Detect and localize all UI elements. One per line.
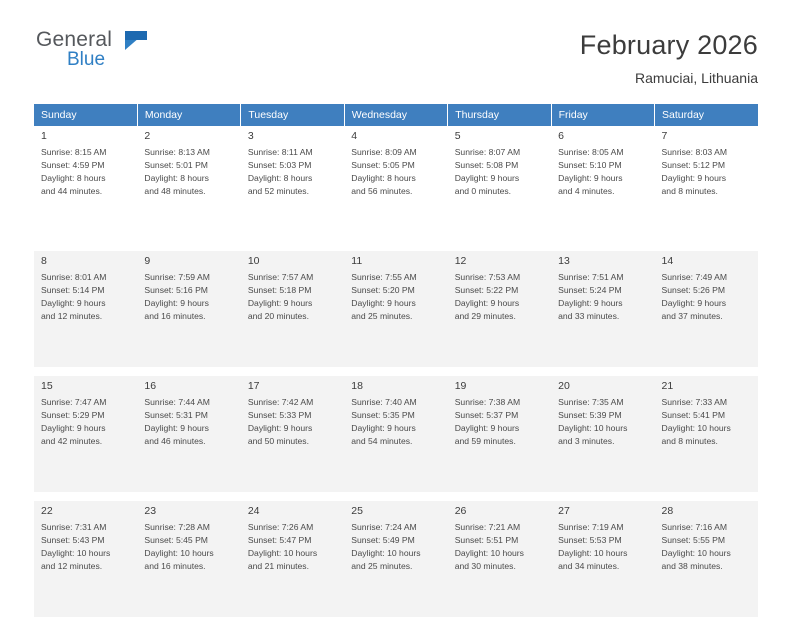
daylight-text-1: Daylight: 8 hours: [41, 173, 106, 184]
daylight-text-2: and 12 minutes.: [41, 311, 103, 322]
day-cell[interactable]: [655, 376, 758, 493]
sunset-text: Sunset: 5:01 PM: [144, 160, 208, 171]
sunrise-text: Sunrise: 7:16 AM: [661, 522, 727, 532]
page-title: February 2026: [579, 30, 758, 60]
day-info: [351, 271, 441, 323]
day-number: 21: [661, 380, 674, 392]
sunset-text: Sunset: 5:24 PM: [558, 285, 622, 296]
day-number: 19: [454, 380, 467, 392]
day-number: 12: [454, 255, 467, 267]
day-cell[interactable]: [137, 501, 240, 618]
day-number: 2: [144, 130, 151, 142]
day-cell[interactable]: [551, 126, 654, 243]
day-cell[interactable]: [448, 126, 551, 243]
sunset-text: Sunset: 5:33 PM: [247, 410, 312, 421]
day-number: 14: [661, 255, 674, 267]
calendar-week-row: [34, 501, 758, 618]
day-number: 23: [144, 505, 157, 517]
sunrise-text: Sunrise: 7:51 AM: [558, 272, 624, 282]
day-info: [662, 396, 752, 448]
day-info: [455, 146, 545, 198]
sunset-text: Sunset: 5:18 PM: [247, 285, 312, 296]
week-spacer: [34, 493, 758, 502]
sunset-text: Sunset: 5:03 PM: [247, 160, 312, 171]
day-info: [41, 521, 131, 573]
day-number: 16: [144, 380, 157, 392]
weekday-header-friday: Friday: [551, 104, 654, 126]
daylight-text-2: and 59 minutes.: [454, 436, 516, 447]
day-cell[interactable]: [551, 376, 654, 493]
title-block: [580, 28, 758, 86]
day-number: 18: [351, 380, 363, 392]
day-info: [662, 146, 752, 198]
day-number: 20: [558, 380, 570, 392]
weekday-header-tuesday: Tuesday: [241, 104, 344, 126]
sunset-text: Sunset: 5:37 PM: [454, 410, 519, 421]
day-cell[interactable]: [448, 376, 551, 493]
daylight-text-2: and 20 minutes.: [247, 311, 309, 322]
sunrise-text: Sunrise: 8:03 AM: [661, 147, 727, 157]
day-cell[interactable]: [34, 501, 137, 618]
sunrise-text: Sunrise: 7:55 AM: [351, 272, 417, 282]
sunrise-text: Sunrise: 8:09 AM: [351, 147, 417, 157]
day-number: 6: [558, 130, 564, 142]
sunrise-text: Sunrise: 8:07 AM: [454, 147, 521, 157]
day-cell[interactable]: [344, 501, 447, 618]
week-spacer-cell: [34, 243, 758, 252]
day-info: [455, 521, 545, 573]
daylight-text-1: Daylight: 9 hours: [351, 423, 416, 434]
day-number: 26: [454, 505, 467, 517]
sunset-text: Sunset: 5:31 PM: [144, 410, 208, 421]
sunrise-text: Sunrise: 7:24 AM: [351, 522, 417, 532]
sunrise-text: Sunrise: 7:59 AM: [144, 272, 210, 282]
sunrise-text: Sunrise: 8:13 AM: [144, 147, 210, 157]
sunset-text: Sunset: 5:16 PM: [144, 285, 208, 296]
logo-blue-text: Blue: [67, 49, 106, 70]
daylight-text-2: and 37 minutes.: [661, 311, 723, 322]
sunrise-text: Sunrise: 7:47 AM: [41, 397, 107, 407]
sunset-text: Sunset: 5:05 PM: [351, 160, 415, 171]
daylight-text-1: Daylight: 9 hours: [144, 423, 209, 434]
daylight-text-2: and 46 minutes.: [144, 436, 206, 447]
daylight-text-1: Daylight: 10 hours: [558, 423, 628, 434]
sunrise-text: Sunrise: 8:11 AM: [247, 147, 313, 157]
sunset-text: Sunset: 5:51 PM: [454, 535, 519, 546]
day-cell[interactable]: [241, 251, 344, 368]
day-info: [558, 521, 648, 573]
sunrise-text: Sunrise: 8:01 AM: [41, 272, 107, 282]
daylight-text-1: Daylight: 9 hours: [454, 298, 520, 309]
sunrise-text: Sunrise: 7:53 AM: [454, 272, 521, 282]
calendar-week-row: [34, 376, 758, 493]
sunrise-text: Sunrise: 8:05 AM: [558, 147, 624, 157]
day-cell[interactable]: [34, 251, 137, 368]
page-header: [34, 28, 758, 90]
sunset-text: Sunset: 5:22 PM: [454, 285, 519, 296]
sunrise-text: Sunrise: 7:40 AM: [351, 397, 417, 407]
daylight-text-2: and 4 minutes.: [558, 186, 615, 197]
daylight-text-1: Daylight: 10 hours: [661, 423, 731, 434]
day-info: [558, 146, 648, 198]
daylight-text-2: and 16 minutes.: [144, 561, 206, 572]
sunrise-text: Sunrise: 7:21 AM: [454, 522, 521, 532]
daylight-text-1: Daylight: 10 hours: [351, 548, 421, 559]
calendar-week-row: [34, 126, 758, 243]
day-info: [351, 521, 441, 573]
daylight-text-2: and 25 minutes.: [351, 311, 413, 322]
daylight-text-1: Daylight: 10 hours: [41, 548, 111, 559]
sunset-text: Sunset: 5:53 PM: [558, 535, 622, 546]
daylight-text-2: and 8 minutes.: [661, 436, 718, 447]
sunset-text: Sunset: 5:20 PM: [351, 285, 415, 296]
day-number: 5: [454, 130, 461, 142]
flag-icon-band: [125, 31, 147, 40]
day-cell[interactable]: [551, 501, 654, 618]
sunrise-text: Sunrise: 7:57 AM: [247, 272, 314, 282]
day-number: 17: [247, 380, 260, 392]
sunset-text: Sunset: 5:55 PM: [661, 535, 726, 546]
daylight-text-2: and 34 minutes.: [558, 561, 620, 572]
daylight-text-2: and 33 minutes.: [558, 311, 620, 322]
day-cell[interactable]: [344, 126, 447, 243]
day-number: 28: [661, 505, 674, 517]
daylight-text-2: and 3 minutes.: [558, 436, 615, 447]
daylight-text-1: Daylight: 10 hours: [454, 548, 524, 559]
day-info: [662, 271, 752, 323]
day-number: 13: [558, 255, 570, 267]
daylight-text-2: and 50 minutes.: [247, 436, 309, 447]
sunrise-text: Sunrise: 7:19 AM: [558, 522, 624, 532]
sunset-text: Sunset: 5:43 PM: [41, 535, 105, 546]
sunrise-text: Sunrise: 7:35 AM: [558, 397, 624, 407]
sunset-text: Sunset: 5:08 PM: [454, 160, 519, 171]
weekday-header-monday: Monday: [137, 104, 240, 126]
daylight-text-2: and 16 minutes.: [144, 311, 206, 322]
daylight-text-1: Daylight: 9 hours: [661, 298, 727, 309]
day-info: [248, 271, 338, 323]
daylight-text-1: Daylight: 9 hours: [454, 173, 520, 184]
weekday-header-sunday: Sunday: [34, 104, 137, 126]
day-cell[interactable]: [655, 251, 758, 368]
sunset-text: Sunset: 5:10 PM: [558, 160, 622, 171]
day-number: 8: [41, 255, 47, 267]
daylight-text-2: and 0 minutes.: [454, 186, 512, 197]
sunset-text: Sunset: 5:39 PM: [558, 410, 622, 421]
day-info: [662, 521, 752, 573]
daylight-text-2: and 38 minutes.: [661, 561, 723, 572]
sunrise-text: Sunrise: 7:38 AM: [454, 397, 521, 407]
sunset-text: Sunset: 5:49 PM: [351, 535, 415, 546]
day-number: 24: [247, 505, 260, 517]
daylight-text-2: and 12 minutes.: [41, 561, 103, 572]
sunset-text: Sunset: 5:45 PM: [144, 535, 208, 546]
weekday-header-row: [34, 104, 758, 126]
sunrise-text: Sunrise: 7:31 AM: [41, 522, 107, 532]
sunset-text: Sunset: 4:59 PM: [41, 160, 105, 171]
day-info: [558, 271, 648, 323]
daylight-text-2: and 29 minutes.: [454, 311, 516, 322]
day-cell[interactable]: [34, 376, 137, 493]
day-cell[interactable]: [448, 501, 551, 618]
day-cell[interactable]: [344, 251, 447, 368]
day-number: 11: [351, 255, 363, 267]
daylight-text-1: Daylight: 9 hours: [247, 298, 313, 309]
sunset-text: Sunset: 5:35 PM: [351, 410, 415, 421]
day-cell[interactable]: [137, 126, 240, 243]
day-info: [144, 271, 234, 323]
daylight-text-1: Daylight: 9 hours: [661, 173, 727, 184]
daylight-text-1: Daylight: 8 hours: [144, 173, 209, 184]
day-info: [144, 396, 234, 448]
weekday-header-thursday: Thursday: [448, 104, 551, 126]
day-info: [41, 146, 131, 198]
daylight-text-1: Daylight: 10 hours: [558, 548, 628, 559]
day-info: [558, 396, 648, 448]
daylight-text-1: Daylight: 9 hours: [41, 298, 106, 309]
weekday-header-wednesday: Wednesday: [344, 104, 447, 126]
day-info: [455, 396, 545, 448]
day-cell[interactable]: [655, 126, 758, 243]
sunset-text: Sunset: 5:29 PM: [41, 410, 105, 421]
daylight-text-2: and 8 minutes.: [661, 186, 718, 197]
daylight-text-1: Daylight: 8 hours: [247, 173, 313, 184]
week-spacer-cell: [34, 493, 758, 502]
daylight-text-2: and 42 minutes.: [41, 436, 103, 447]
sunset-text: Sunset: 5:14 PM: [41, 285, 105, 296]
daylight-text-1: Daylight: 9 hours: [144, 298, 209, 309]
day-info: [351, 146, 441, 198]
week-spacer: [34, 243, 758, 252]
day-cell[interactable]: [241, 501, 344, 618]
sunrise-text: Sunrise: 7:49 AM: [661, 272, 727, 282]
daylight-text-1: Daylight: 8 hours: [351, 173, 416, 184]
day-number: 10: [247, 255, 260, 267]
daylight-text-1: Daylight: 10 hours: [661, 548, 731, 559]
daylight-text-1: Daylight: 9 hours: [558, 298, 623, 309]
daylight-text-1: Daylight: 10 hours: [144, 548, 214, 559]
daylight-text-2: and 48 minutes.: [144, 186, 206, 197]
day-cell[interactable]: [34, 126, 137, 243]
weekday-header-saturday: Saturday: [655, 104, 758, 126]
sunset-text: Sunset: 5:26 PM: [661, 285, 726, 296]
day-cell[interactable]: [655, 501, 758, 618]
sunrise-text: Sunrise: 7:42 AM: [247, 397, 314, 407]
day-number: 27: [558, 505, 570, 517]
day-number: 7: [661, 130, 668, 142]
sunrise-text: Sunrise: 7:44 AM: [144, 397, 210, 407]
day-cell[interactable]: [241, 126, 344, 243]
calendar-week-row: [34, 251, 758, 368]
day-cell[interactable]: [137, 376, 240, 493]
day-info: [144, 146, 234, 198]
day-cell[interactable]: [448, 251, 551, 368]
daylight-text-1: Daylight: 9 hours: [454, 423, 520, 434]
day-cell[interactable]: [137, 251, 240, 368]
week-spacer-cell: [34, 368, 758, 377]
day-info: [455, 271, 545, 323]
day-info: [248, 396, 338, 448]
day-cell[interactable]: [551, 251, 654, 368]
logo[interactable]: [34, 28, 164, 80]
day-number: 1: [41, 130, 47, 142]
daylight-text-1: Daylight: 10 hours: [247, 548, 318, 559]
daylight-text-1: Daylight: 9 hours: [558, 173, 623, 184]
calendar-table: [34, 104, 758, 618]
day-cell[interactable]: [344, 376, 447, 493]
sunrise-text: Sunrise: 7:28 AM: [144, 522, 210, 532]
day-number: 9: [144, 255, 151, 267]
day-info: [248, 521, 338, 573]
day-number: 3: [247, 130, 254, 142]
daylight-text-1: Daylight: 9 hours: [247, 423, 313, 434]
daylight-text-2: and 54 minutes.: [351, 436, 413, 447]
daylight-text-2: and 56 minutes.: [351, 186, 413, 197]
logo-general-text: General: [36, 28, 113, 51]
sunset-text: Sunset: 5:41 PM: [661, 410, 726, 421]
day-number: 4: [351, 130, 358, 142]
day-number: 22: [41, 505, 53, 517]
sunrise-text: Sunrise: 7:26 AM: [247, 522, 314, 532]
daylight-text-2: and 25 minutes.: [351, 561, 413, 572]
page-subtitle: Ramuciai, Lithuania: [635, 70, 758, 86]
daylight-text-2: and 21 minutes.: [247, 561, 309, 572]
day-number: 15: [41, 380, 53, 392]
daylight-text-1: Daylight: 9 hours: [41, 423, 106, 434]
day-cell[interactable]: [241, 376, 344, 493]
day-number: 25: [351, 505, 363, 517]
daylight-text-2: and 30 minutes.: [454, 561, 516, 572]
day-info: [144, 521, 234, 573]
sunrise-text: Sunrise: 8:15 AM: [41, 147, 107, 157]
day-info: [41, 396, 131, 448]
day-info: [351, 396, 441, 448]
sunset-text: Sunset: 5:47 PM: [247, 535, 312, 546]
sunrise-text: Sunrise: 7:33 AM: [661, 397, 727, 407]
daylight-text-2: and 44 minutes.: [41, 186, 103, 197]
daylight-text-2: and 52 minutes.: [247, 186, 309, 197]
daylight-text-1: Daylight: 9 hours: [351, 298, 416, 309]
sunset-text: Sunset: 5:12 PM: [661, 160, 726, 171]
day-info: [248, 146, 338, 198]
week-spacer: [34, 368, 758, 377]
day-info: [41, 271, 131, 323]
